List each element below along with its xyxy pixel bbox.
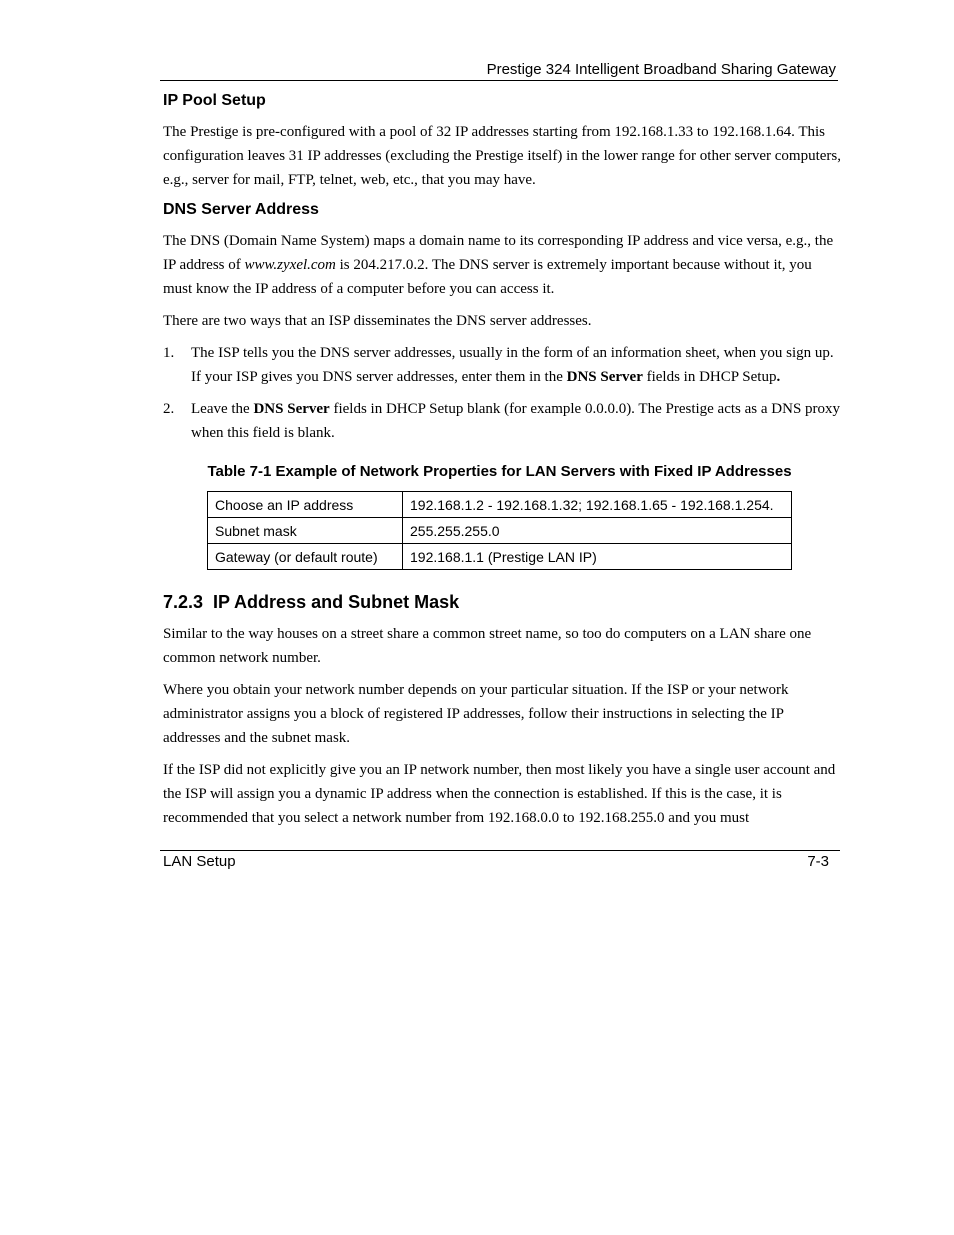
dns-p1-text-b: is 204.217.0.2. The DNS server is extremely important because without it, you must know the IP address of a computer before you can access it. [163, 257, 812, 297]
step-text-b: fields in DHCP Setup [642, 369, 777, 385]
dns-paragraph-1 [163, 229, 841, 301]
ip-pool-paragraph: The Prestige is pre-configured with a pool of 32 IP addresses starting from 192.168.1.33 to 192.168.1.64. This configuration leaves 31 IP addresses (excluding the Prestige itself) in the lower range for other server computers, e.g., server for mail, FTP, telnet, web, etc., that you may have. [163, 124, 841, 188]
list-number: 1. [163, 345, 175, 361]
step-bold-term: DNS Server [253, 401, 330, 417]
footer-chapter: LAN Setup [163, 853, 236, 870]
dns-steps-list [163, 341, 841, 445]
section-paragraph-2: Where you obtain your network number depends on your particular situation. If the ISP or your network administrator assigns you a block of registered IP addresses, follow their instructions in selecting the IP addresses and the subnet mask. [163, 682, 789, 746]
section-number: 7.2.3 [163, 592, 204, 612]
table-row [208, 518, 792, 544]
table-row [208, 492, 792, 518]
table-cell-key: Gateway (or default route) [208, 544, 403, 570]
step-text-b: fields in DHCP Setup blank (for example 0.0.0.0). The Prestige acts as a DNS proxy when this field is blank. [191, 401, 841, 441]
list-number: 2. [163, 401, 175, 417]
step-text-a: Leave the [191, 401, 254, 417]
section-paragraph-1: Similar to the way houses on a street share a common street name, so too do computers on a LAN share one common network number. [163, 626, 812, 666]
table-cell-key: Subnet mask [208, 518, 403, 544]
table-cell-value: 192.168.1.2 - 192.168.1.32; 192.168.1.65 - 192.168.1.254. [403, 492, 792, 518]
section-heading [163, 590, 841, 614]
zyxel-link-text: www.zyxel.com [244, 257, 336, 273]
dns-paragraph-2: There are two ways that an ISP disseminates the DNS server addresses. [163, 313, 592, 329]
list-item [163, 341, 841, 389]
table-cell-key: Choose an IP address [208, 492, 403, 518]
ip-pool-heading: IP Pool Setup [163, 92, 266, 109]
step-text-a: The ISP tells you the DNS server addresses, usually in the form of an information sheet, when you sign up. If your ISP gives you DNS server addresses, enter them in the [191, 345, 834, 385]
page-number: 7-3 [807, 853, 829, 870]
step-bold-term: DNS Server [566, 369, 643, 385]
section-title: IP Address and Subnet Mask [213, 592, 460, 612]
step-bold-period: . [776, 369, 781, 385]
dns-heading: DNS Server Address [163, 201, 319, 218]
running-header: Prestige 324 Intelligent Broadband Sharing Gateway [486, 61, 836, 78]
footer-rule [160, 850, 840, 851]
section-paragraph-3: If the ISP did not explicitly give you an IP network number, then most likely you have a single user account and the ISP will assign you a dynamic IP address when the connection is established. If this is the case, it is recommended that you select a network number from 192.168.0.0 to 192.168.255.0 and you must [163, 762, 836, 826]
list-item [163, 397, 841, 445]
header-rule [160, 80, 838, 81]
table-cell-value: 192.168.1.1 (Prestige LAN IP) [403, 544, 792, 570]
table-row [208, 544, 792, 570]
network-properties-table [207, 491, 792, 570]
table-cell-value: 255.255.255.0 [403, 518, 792, 544]
table-caption: Table 7-1 Example of Network Properties for LAN Servers with Fixed IP Addresses [207, 463, 792, 480]
page-content [163, 91, 841, 838]
dns-p1-text-a: The DNS (Domain Name System) maps a domain name to its corresponding IP address and vice versa, e.g., the IP address of [163, 233, 834, 273]
